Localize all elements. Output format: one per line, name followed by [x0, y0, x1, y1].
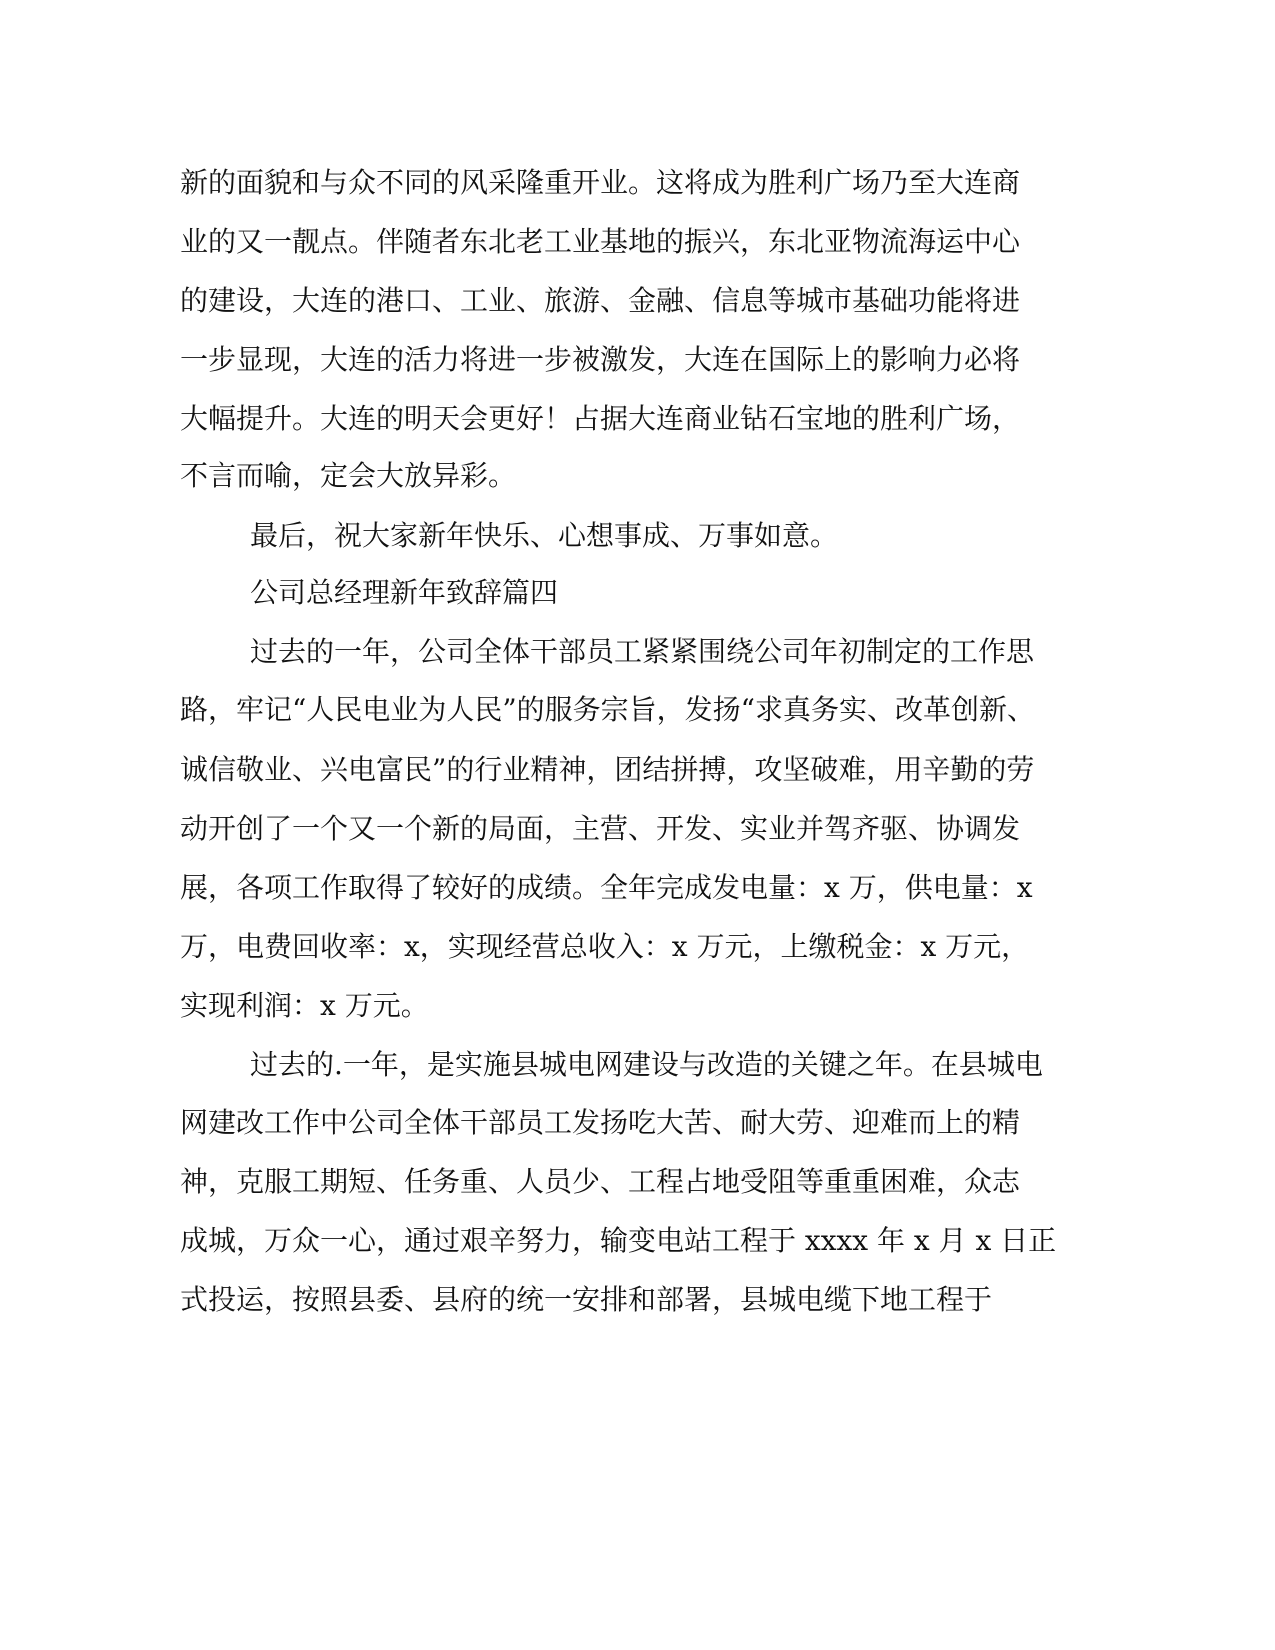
text-line: 网建改工作中公司全体干部员工发扬吃大苦、耐大劳、迎难而上的精 [180, 1106, 1021, 1139]
text-line: 业的又一靓点。伴随者东北老工业基地的振兴，东北亚物流海运中心 [180, 225, 1021, 258]
text-line: 实现利润：x 万元。 [180, 989, 429, 1022]
text-line: 一步显现，大连的活力将进一步被激发，大连在国际上的影响力必将 [180, 343, 1021, 376]
text-line: 动开创了一个又一个新的局面，主营、开发、实业并驾齐驱、协调发 [180, 812, 1021, 845]
text-line: 式投运，按照县委、县府的统一安排和部署，县城电缆下地工程于 [180, 1283, 993, 1316]
text-line: 万，电费回收率：x，实现经营总收入：x 万元，上缴税金：x 万元， [180, 930, 1030, 963]
text-line: 不言而喻，定会大放异彩。 [180, 459, 517, 492]
text-line: 新的面貌和与众不同的风采隆重开业。这将成为胜利广场乃至大连商 [180, 166, 1021, 199]
section-heading: 公司总经理新年致辞篇四 [250, 576, 559, 609]
text-line: 大幅提升。大连的明天会更好！占据大连商业钻石宝地的胜利广场， [180, 402, 1021, 435]
text-line: 最后，祝大家新年快乐、心想事成、万事如意。 [250, 519, 839, 552]
text-line: 过去的一年，公司全体干部员工紧紧围绕公司年初制定的工作思 [250, 635, 1035, 668]
text-line: 的建设，大连的港口、工业、旅游、金融、信息等城市基础功能将进 [180, 284, 1021, 317]
text-line: 过去的.一年，是实施县城电网建设与改造的关键之年。在县城电 [250, 1048, 1043, 1081]
text-line: 诚信敬业、兴电富民”的行业精神，团结拼搏，攻坚破难，用辛勤的劳 [180, 753, 1035, 786]
text-line: 路，牢记“人民电业为人民”的服务宗旨，发扬“求真务实、改革创新、 [180, 693, 1035, 726]
text-line: 成城，万众一心，通过艰辛努力，输变电站工程于 xxxx 年 x 月 x 日正 [180, 1224, 1057, 1257]
text-line: 神，克服工期短、任务重、人员少、工程占地受阻等重重困难，众志 [180, 1165, 1021, 1198]
text-line: 展，各项工作取得了较好的成绩。全年完成发电量：x 万，供电量：x [180, 871, 1033, 904]
